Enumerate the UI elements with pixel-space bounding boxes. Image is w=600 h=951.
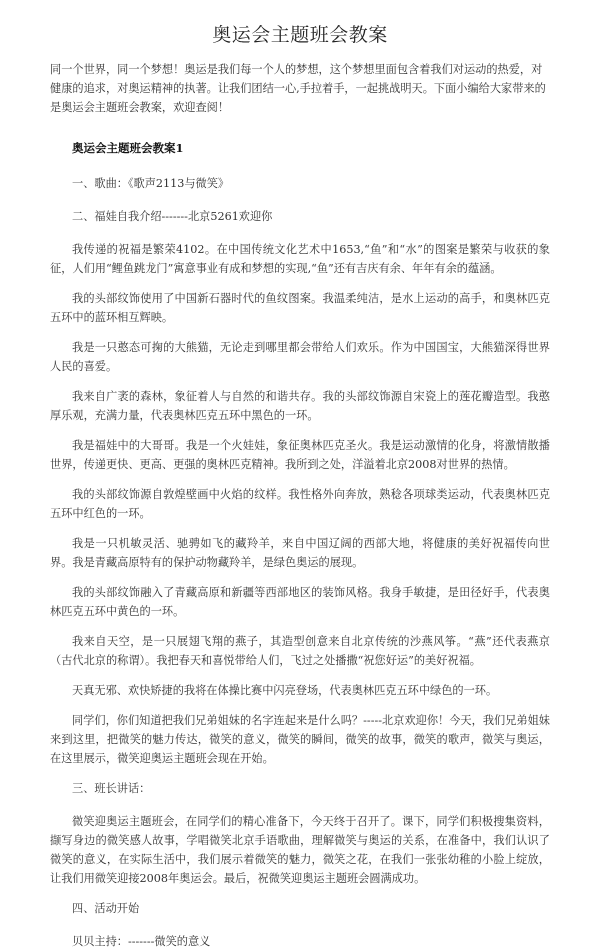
paragraph-huanhuan-2: 我的头部纹饰源自敦煌壁画中火焰的纹样。我性格外向奔放，熟稔各项球类运动，代表奥林匹克五环中红色的一环。 bbox=[50, 488, 550, 520]
paragraph-beibei-2: 我的头部纹饰使用了中国新石器时代的鱼纹图案。我温柔纯洁，是水上运动的高手，和奥林匹克五环中的蓝环相互辉映。 bbox=[50, 292, 550, 324]
host-line: 贝贝主持：-------微笑的意义 bbox=[72, 935, 211, 948]
document-title: 奥运会主题班会教案 bbox=[212, 24, 388, 46]
section-fuwa-intro: 二、福娃自我介绍-------北京5261欢迎你 bbox=[72, 210, 273, 223]
paragraph-nini-1: 我来自天空，是一只展翅飞翔的燕子，其造型创意来自北京传统的沙燕风筝。“燕”还代表燕京（古代北京的称谓）。我把春天和喜悦带给人们，飞过之处播撒“祝您好运”的美好祝福。 bbox=[50, 635, 550, 667]
paragraph-huanhuan-1: 我是福娃中的大哥哥。我是一个火娃娃，象征奥林匹克圣火。我是运动激情的化身，将激情散播世界，传递更快、更高、更强的奥林匹克精神。我所到之处，洋溢着北京2008对世界的热情。 bbox=[50, 439, 550, 471]
paragraph-jingjing-1: 我是一只憨态可掬的大熊猫，无论走到哪里都会带给人们欢乐。作为中国国宝，大熊猫深得世界人民的喜爱。 bbox=[50, 341, 550, 373]
paragraph-beibei-1: 我传递的祝福是繁荣4102。在中国传统文化艺术中1653,“鱼”和“水”的图案是繁荣与收获的象征，人们用“鲤鱼跳龙门”寓意事业有成和梦想的实现,“鱼”还有吉庆有余、年年有余的蕴涵。 bbox=[50, 243, 550, 275]
paragraph-nini-2: 天真无邪、欢快矫捷的我将在体操比赛中闪亮登场，代表奥林匹克五环中绿色的一环。 bbox=[72, 684, 498, 697]
paragraph-yingying-2: 我的头部纹饰融入了青藏高原和新疆等西部地区的装饰风格。我身手敏捷，是田径好手，代表奥林匹克五环中黄色的一环。 bbox=[50, 586, 550, 618]
section-monitor-speech: 三、班长讲话： bbox=[72, 782, 151, 795]
intro-paragraph: 同一个世界，同一个梦想！奥运是我们每一个人的梦想，这个梦想里面包含着我们对运动的热爱，对健康的追求，对奥运精神的执著。让我们团结一心,手拉着手，一起挑战明天。下面小编给大家带来的是奥运会主题班会教案，欢迎查阅！ bbox=[50, 63, 546, 114]
paragraph-yingying-1: 我是一只机敏灵活、驰骋如飞的藏羚羊，来自中国辽阔的西部大地，将健康的美好祝福传向世界。我是青藏高原特有的保护动物藏羚羊，是绿色奥运的展现。 bbox=[50, 537, 550, 569]
section-activity-start: 四、活动开始 bbox=[72, 902, 140, 915]
lesson-subtitle: 奥运会主题班会教案1 bbox=[72, 141, 184, 155]
paragraph-jingjing-2: 我来自广袤的森林，象征着人与自然的和谐共存。我的头部纹饰源自宋瓷上的莲花瓣造型。我憨厚乐观，充满力量，代表奥林匹克五环中黑色的一环。 bbox=[50, 390, 550, 422]
paragraph-monitor-speech: 微笑迎奥运主题班会，在同学们的精心准备下，今天终于召开了。课下，同学们积极搜集资料，撷写身边的微笑感人故事，学唱微笑北京手语歌曲，理解微笑与奥运的关系，在准备中，我们认识了微笑的意义，在实际生活中，我们展示着微笑的魅力，微笑之花，在我们一张张幼稚的小脸上绽放，让我们用微笑迎接2008年奥运会。最后，祝微笑迎奥运主题班会圆满成功。 bbox=[50, 815, 550, 885]
paragraph-welcome: 同学们，你们知道把我们兄弟姐妹的名字连起来是什么吗？-----北京欢迎你！今天，我们兄弟姐妹来到这里，把微笑的魅力传达，微笑的意义，微笑的瞬间，微笑的故事，微笑的歌声，微笑与奥运，在这里展示，微笑迎奥运主题班会现在开始。 bbox=[50, 714, 550, 765]
section-song: 一、歌曲：《歌声2113与微笑》 bbox=[72, 177, 230, 190]
